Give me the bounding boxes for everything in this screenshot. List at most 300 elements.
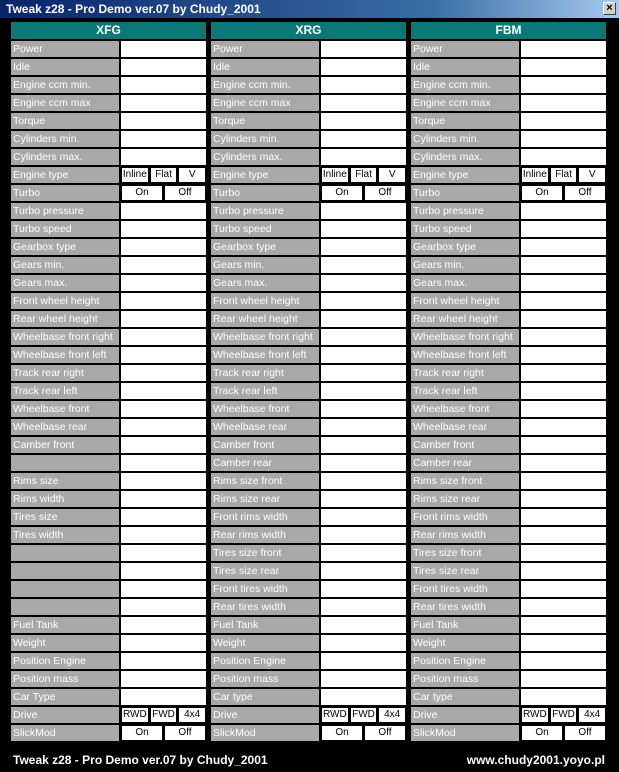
value-input[interactable]	[121, 131, 206, 147]
param-label: Tires size rear	[411, 563, 519, 579]
param-label: Engine type	[211, 167, 319, 183]
param-row-engine-ccm-min	[411, 77, 606, 93]
param-row-fuel-tank	[411, 617, 606, 633]
param-label: Engine ccm max	[211, 95, 319, 111]
param-row-weight	[211, 635, 406, 651]
param-row-camber-rear	[411, 455, 606, 471]
param-label: Turbo	[411, 185, 519, 201]
option-button-4x4[interactable]: 4x4	[578, 707, 606, 723]
option-button-off[interactable]: Off	[164, 725, 206, 741]
value-input[interactable]	[521, 455, 606, 471]
value-input[interactable]	[321, 221, 406, 237]
value-input[interactable]	[321, 41, 406, 57]
value-input[interactable]	[121, 41, 206, 57]
param-row-fuel-tank	[11, 617, 206, 633]
window-title: Tweak z28 - Pro Demo ver.07 by Chudy_2001	[6, 2, 261, 16]
param-row-rear-wheel-height	[411, 311, 606, 327]
option-button-rwd[interactable]: RWD	[121, 707, 149, 723]
param-label	[11, 563, 119, 579]
value-input[interactable]	[321, 419, 406, 435]
param-row-torque	[211, 113, 406, 129]
value-input[interactable]	[121, 545, 206, 561]
param-label: Car type	[411, 689, 519, 705]
param-row-wheelbase-front-left	[211, 347, 406, 363]
param-label: Wheelbase rear	[11, 419, 119, 435]
value-input[interactable]	[121, 149, 206, 165]
param-label: Track rear right	[11, 365, 119, 381]
param-row-wheelbase-front-left	[411, 347, 606, 363]
value-input[interactable]	[521, 527, 606, 543]
param-row-engine-type	[411, 167, 606, 183]
param-label: Wheelbase front right	[11, 329, 119, 345]
value-input[interactable]	[521, 41, 606, 57]
value-input[interactable]	[321, 509, 406, 525]
value-input[interactable]	[521, 563, 606, 579]
param-label: Camber front	[11, 437, 119, 453]
option-group	[121, 725, 206, 741]
param-label: Camber front	[411, 437, 519, 453]
param-row-rims-size-front	[411, 473, 606, 489]
option-group	[121, 707, 206, 723]
param-row-wheelbase-rear	[11, 419, 206, 435]
value-input[interactable]	[521, 221, 606, 237]
param-label: Drive	[11, 707, 119, 723]
param-label: Track rear right	[411, 365, 519, 381]
param-row-drive	[11, 707, 206, 723]
param-label	[11, 455, 119, 471]
option-button-off[interactable]: Off	[164, 185, 206, 201]
param-row-track-rear-left	[211, 383, 406, 399]
param-label	[11, 581, 119, 597]
param-row-torque	[11, 113, 206, 129]
param-label: Gears min.	[211, 257, 319, 273]
param-row-rims-size-rear	[411, 491, 606, 507]
value-input[interactable]	[321, 581, 406, 597]
value-input[interactable]	[121, 509, 206, 525]
value-input[interactable]	[321, 653, 406, 669]
param-row-front-tires-width	[411, 581, 606, 597]
param-label: Drive	[211, 707, 319, 723]
column-header-fbm: FBM	[411, 22, 606, 39]
param-row-tires-size-front	[411, 545, 606, 561]
param-label: Wheelbase rear	[211, 419, 319, 435]
param-row-gearbox-type	[411, 239, 606, 255]
value-input[interactable]	[321, 311, 406, 327]
param-label: Drive	[411, 707, 519, 723]
value-input[interactable]	[121, 635, 206, 651]
value-input[interactable]	[521, 401, 606, 417]
option-button-off[interactable]: Off	[364, 185, 406, 201]
param-row-wheelbase-front	[211, 401, 406, 417]
value-input[interactable]	[321, 149, 406, 165]
value-input[interactable]	[121, 329, 206, 345]
value-input[interactable]	[121, 563, 206, 579]
param-row-turbo-pressure	[211, 203, 406, 219]
param-row-cylinders-max	[411, 149, 606, 165]
value-input[interactable]	[321, 347, 406, 363]
value-input[interactable]	[321, 77, 406, 93]
option-button-off[interactable]: Off	[564, 725, 606, 741]
option-button-fwd[interactable]: FWD	[350, 707, 378, 723]
param-row-gears-min	[11, 257, 206, 273]
value-input[interactable]	[121, 221, 206, 237]
value-input[interactable]	[521, 437, 606, 453]
option-button-inline[interactable]: Inline	[121, 167, 149, 183]
param-row-turbo-speed	[211, 221, 406, 237]
value-input[interactable]	[321, 689, 406, 705]
option-button-flat[interactable]: Flat	[350, 167, 378, 183]
param-label: Position Engine	[211, 653, 319, 669]
param-row-wheelbase-rear	[411, 419, 606, 435]
option-group	[321, 707, 406, 723]
param-row-front-wheel-height	[411, 293, 606, 309]
param-label: Engine ccm min.	[211, 77, 319, 93]
param-label: Engine ccm min.	[11, 77, 119, 93]
value-input[interactable]	[521, 311, 606, 327]
option-button-flat[interactable]: Flat	[150, 167, 178, 183]
value-input[interactable]	[321, 401, 406, 417]
param-label: SlickMod	[211, 725, 319, 741]
close-icon: ×	[606, 2, 613, 14]
param-label: Front tires width	[211, 581, 319, 597]
value-input[interactable]	[321, 59, 406, 75]
param-row-gearbox-type	[11, 239, 206, 255]
value-input[interactable]	[321, 545, 406, 561]
param-row-position-engine	[211, 653, 406, 669]
param-row-position-mass	[411, 671, 606, 687]
param-row-turbo	[411, 185, 606, 201]
value-input[interactable]	[521, 77, 606, 93]
param-row-front-tires-width	[211, 581, 406, 597]
param-label: Rear rims width	[211, 527, 319, 543]
option-button-fwd[interactable]: FWD	[150, 707, 178, 723]
option-group	[521, 167, 606, 183]
param-row-car-type	[211, 689, 406, 705]
value-input[interactable]	[321, 527, 406, 543]
param-label: Engine type	[11, 167, 119, 183]
column-header-xfg: XFG	[11, 22, 206, 39]
value-input[interactable]	[121, 77, 206, 93]
param-row-gearbox-type	[211, 239, 406, 255]
param-row-wheelbase-front-right	[11, 329, 206, 345]
value-input[interactable]	[521, 635, 606, 651]
param-row-turbo-pressure	[411, 203, 606, 219]
param-label: Car type	[211, 689, 319, 705]
param-label: Cylinders min.	[411, 131, 519, 147]
param-row-wheelbase-rear	[211, 419, 406, 435]
param-row-gears-max	[11, 275, 206, 291]
option-button-flat[interactable]: Flat	[550, 167, 578, 183]
value-input[interactable]	[121, 581, 206, 597]
value-input[interactable]	[121, 365, 206, 381]
footer-website-link[interactable]: www.chudy2001.yoyo.pl	[466, 753, 605, 767]
value-input[interactable]	[321, 365, 406, 381]
value-input[interactable]	[321, 383, 406, 399]
param-label: Front tires width	[411, 581, 519, 597]
column-rows	[411, 41, 606, 741]
value-input[interactable]	[121, 671, 206, 687]
param-label: Fuel Tank	[411, 617, 519, 633]
param-label: Weight	[411, 635, 519, 651]
option-button-4x4[interactable]: 4x4	[378, 707, 406, 723]
value-input[interactable]	[521, 653, 606, 669]
value-input[interactable]	[521, 419, 606, 435]
column-rows	[11, 41, 206, 741]
param-label: Wheelbase front	[411, 401, 519, 417]
option-group	[321, 185, 406, 201]
param-label: Front wheel height	[411, 293, 519, 309]
param-row-rear-tires-width	[411, 599, 606, 615]
param-label: Car Type	[11, 689, 119, 705]
value-input[interactable]	[521, 491, 606, 507]
value-input[interactable]	[321, 203, 406, 219]
value-input[interactable]	[321, 635, 406, 651]
value-input[interactable]	[321, 239, 406, 255]
param-row-wheelbase-front	[411, 401, 606, 417]
value-input[interactable]	[121, 473, 206, 489]
param-label	[11, 545, 119, 561]
value-input[interactable]	[121, 239, 206, 255]
value-input[interactable]	[521, 95, 606, 111]
param-row-blank	[11, 599, 206, 615]
param-row-cylinders-min	[411, 131, 606, 147]
param-row-weight	[411, 635, 606, 651]
param-row-wheelbase-front	[11, 401, 206, 417]
value-input[interactable]	[121, 419, 206, 435]
option-button-rwd[interactable]: RWD	[521, 707, 549, 723]
param-row-car-type	[11, 689, 206, 705]
value-input[interactable]	[521, 383, 606, 399]
value-input[interactable]	[121, 401, 206, 417]
value-input[interactable]	[121, 113, 206, 129]
param-row-rims-width	[11, 491, 206, 507]
value-input[interactable]	[321, 113, 406, 129]
param-row-position-engine	[11, 653, 206, 669]
param-label: Fuel Tank	[11, 617, 119, 633]
param-row-fuel-tank	[211, 617, 406, 633]
param-row-slickmod	[211, 725, 406, 741]
value-input[interactable]	[321, 473, 406, 489]
option-button-off[interactable]: Off	[564, 185, 606, 201]
param-label: Idle	[11, 59, 119, 75]
param-row-idle	[211, 59, 406, 75]
param-row-slickmod	[411, 725, 606, 741]
param-row-gears-min	[211, 257, 406, 273]
value-input[interactable]	[521, 59, 606, 75]
value-input[interactable]	[521, 203, 606, 219]
param-label	[11, 599, 119, 615]
value-input[interactable]	[521, 257, 606, 273]
value-input[interactable]	[521, 365, 606, 381]
value-input[interactable]	[521, 473, 606, 489]
param-row-engine-ccm-max	[11, 95, 206, 111]
value-input[interactable]	[321, 95, 406, 111]
value-input[interactable]	[121, 95, 206, 111]
param-label: Rims width	[11, 491, 119, 507]
option-button-on[interactable]: On	[121, 185, 163, 201]
value-input[interactable]	[521, 131, 606, 147]
param-label: Gears min.	[11, 257, 119, 273]
value-input[interactable]	[321, 617, 406, 633]
value-input[interactable]	[521, 113, 606, 129]
value-input[interactable]	[321, 257, 406, 273]
param-row-camber-front	[411, 437, 606, 453]
param-label: Idle	[411, 59, 519, 75]
option-button-on[interactable]: On	[521, 185, 563, 201]
value-input[interactable]	[521, 239, 606, 255]
param-label: Rims size front	[411, 473, 519, 489]
value-input[interactable]	[521, 581, 606, 597]
value-input[interactable]	[321, 131, 406, 147]
param-label: Tires size	[11, 509, 119, 525]
param-row-wheelbase-front-right	[411, 329, 606, 345]
param-label: Tires size rear	[211, 563, 319, 579]
param-label: Rear wheel height	[211, 311, 319, 327]
value-input[interactable]	[321, 455, 406, 471]
param-label: Turbo speed	[11, 221, 119, 237]
value-input[interactable]	[321, 671, 406, 687]
param-label: SlickMod	[11, 725, 119, 741]
param-label: Cylinders min.	[211, 131, 319, 147]
value-input[interactable]	[121, 491, 206, 507]
value-input[interactable]	[521, 149, 606, 165]
param-row-cylinders-min	[11, 131, 206, 147]
option-button-v[interactable]: V	[178, 167, 206, 183]
param-row-rear-rims-width	[211, 527, 406, 543]
param-row-idle	[11, 59, 206, 75]
option-button-fwd[interactable]: FWD	[550, 707, 578, 723]
param-row-power	[11, 41, 206, 57]
value-input[interactable]	[121, 293, 206, 309]
param-label: Torque	[411, 113, 519, 129]
value-input[interactable]	[521, 275, 606, 291]
option-button-4x4[interactable]: 4x4	[178, 707, 206, 723]
option-button-off[interactable]: Off	[364, 725, 406, 741]
param-label: Track rear left	[411, 383, 519, 399]
param-row-engine-type	[211, 167, 406, 183]
value-input[interactable]	[521, 599, 606, 615]
param-row-front-wheel-height	[11, 293, 206, 309]
value-input[interactable]	[121, 347, 206, 363]
option-button-inline[interactable]: Inline	[321, 167, 349, 183]
close-button[interactable]	[603, 2, 616, 15]
option-button-on[interactable]: On	[321, 725, 363, 741]
value-input[interactable]	[321, 293, 406, 309]
value-input[interactable]	[521, 293, 606, 309]
param-row-front-wheel-height	[211, 293, 406, 309]
param-row-gears-max	[411, 275, 606, 291]
value-input[interactable]	[521, 617, 606, 633]
option-button-inline[interactable]: Inline	[521, 167, 549, 183]
param-row-camber-rear	[211, 455, 406, 471]
param-label: Rear wheel height	[11, 311, 119, 327]
value-input[interactable]	[121, 311, 206, 327]
value-input[interactable]	[121, 653, 206, 669]
param-label: Power	[11, 41, 119, 57]
param-label: Track rear right	[211, 365, 319, 381]
option-button-v[interactable]: V	[378, 167, 406, 183]
value-input[interactable]	[321, 563, 406, 579]
param-label: Turbo	[11, 185, 119, 201]
param-label: Rims size	[11, 473, 119, 489]
param-row-track-rear-left	[411, 383, 606, 399]
param-label: Wheelbase front	[11, 401, 119, 417]
value-input[interactable]	[321, 329, 406, 345]
param-label: Position Engine	[411, 653, 519, 669]
param-label: Weight	[11, 635, 119, 651]
value-input[interactable]	[321, 491, 406, 507]
title-bar[interactable]	[0, 0, 619, 18]
param-label: Rear tires width	[411, 599, 519, 615]
value-input[interactable]	[521, 509, 606, 525]
option-button-rwd[interactable]: RWD	[321, 707, 349, 723]
param-row-track-rear-right	[211, 365, 406, 381]
param-row-rear-wheel-height	[211, 311, 406, 327]
value-input[interactable]	[121, 599, 206, 615]
param-label: Front wheel height	[211, 293, 319, 309]
value-input[interactable]	[321, 599, 406, 615]
param-label: Cylinders max.	[11, 149, 119, 165]
param-label: Wheelbase front right	[411, 329, 519, 345]
param-row-engine-ccm-min	[211, 77, 406, 93]
param-label: Gears min.	[411, 257, 519, 273]
value-input[interactable]	[121, 617, 206, 633]
value-input[interactable]	[121, 527, 206, 543]
value-input[interactable]	[121, 275, 206, 291]
param-row-slickmod	[11, 725, 206, 741]
param-row-position-mass	[11, 671, 206, 687]
param-label: Gears max.	[411, 275, 519, 291]
value-input[interactable]	[321, 275, 406, 291]
option-button-on[interactable]: On	[521, 725, 563, 741]
param-label: Turbo	[211, 185, 319, 201]
value-input[interactable]	[121, 689, 206, 705]
param-label: Rims size front	[211, 473, 319, 489]
option-button-on[interactable]: On	[121, 725, 163, 741]
param-label: Engine ccm min.	[411, 77, 519, 93]
value-input[interactable]	[121, 203, 206, 219]
value-input[interactable]	[521, 329, 606, 345]
param-label: Turbo pressure	[211, 203, 319, 219]
value-input[interactable]	[121, 437, 206, 453]
param-label: Rear wheel height	[411, 311, 519, 327]
value-input[interactable]	[521, 689, 606, 705]
param-label: Camber rear	[411, 455, 519, 471]
value-input[interactable]	[121, 383, 206, 399]
param-label: Rims size rear	[211, 491, 319, 507]
param-row-tires-size-front	[211, 545, 406, 561]
value-input[interactable]	[321, 437, 406, 453]
param-label: Track rear left	[11, 383, 119, 399]
option-button-on[interactable]: On	[321, 185, 363, 201]
value-input[interactable]	[121, 455, 206, 471]
param-row-rims-size-rear	[211, 491, 406, 507]
option-group	[521, 185, 606, 201]
param-row-front-rims-width	[411, 509, 606, 525]
value-input[interactable]	[521, 671, 606, 687]
value-input[interactable]	[521, 347, 606, 363]
param-row-turbo-pressure	[11, 203, 206, 219]
param-row-rear-tires-width	[211, 599, 406, 615]
value-input[interactable]	[521, 545, 606, 561]
param-row-gears-min	[411, 257, 606, 273]
param-row-weight	[11, 635, 206, 651]
param-label: Tires size front	[411, 545, 519, 561]
value-input[interactable]	[121, 59, 206, 75]
param-row-blank	[11, 581, 206, 597]
value-input[interactable]	[121, 257, 206, 273]
option-button-v[interactable]: V	[578, 167, 606, 183]
